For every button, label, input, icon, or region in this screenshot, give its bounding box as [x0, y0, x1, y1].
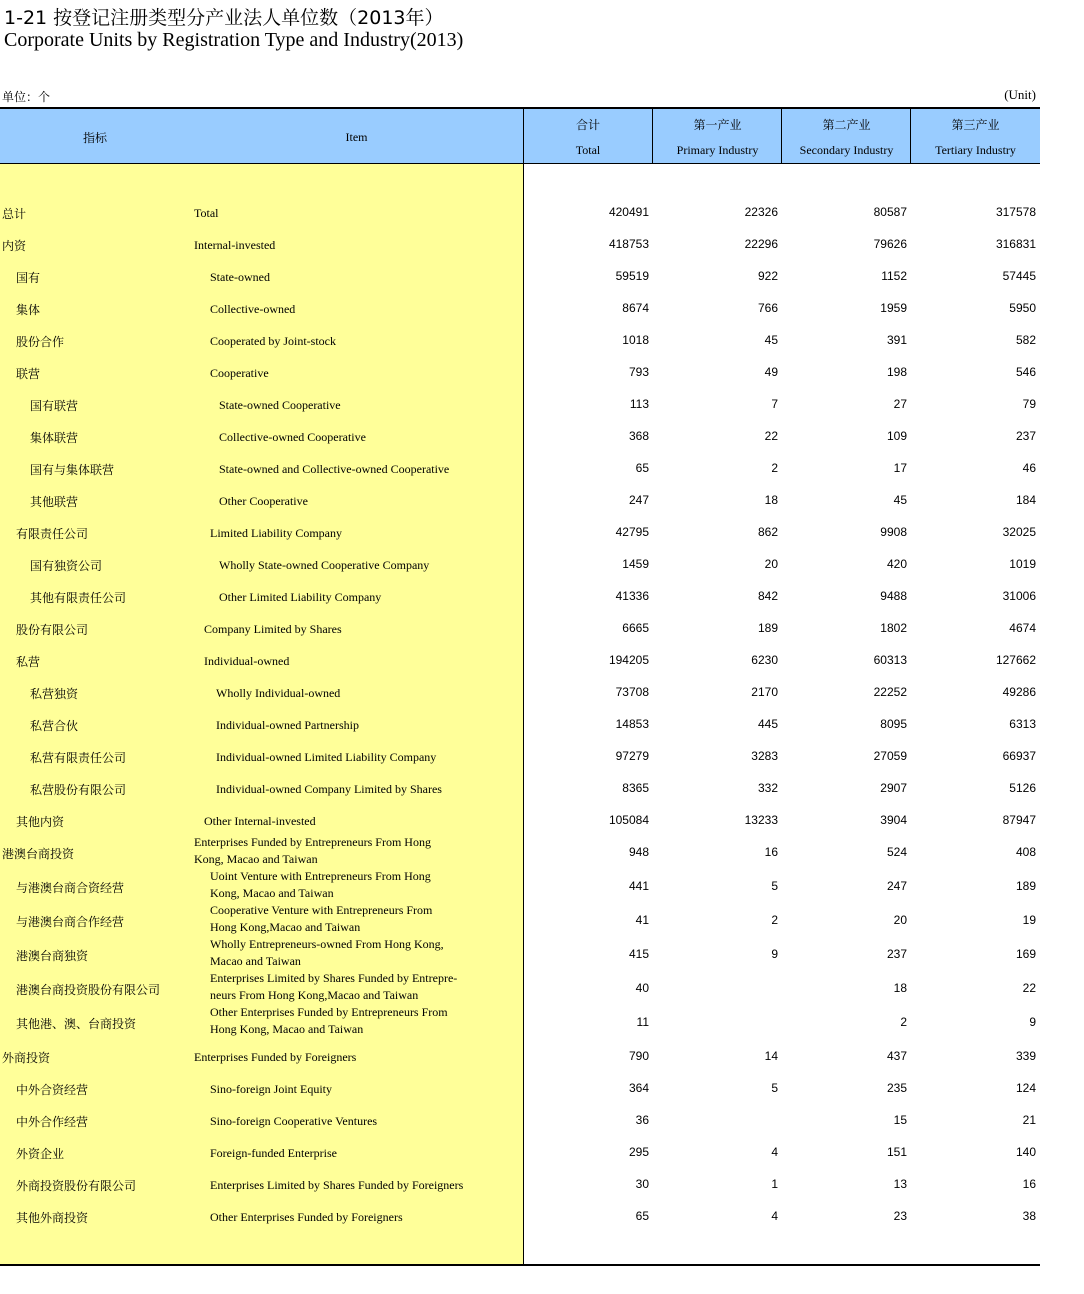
cell-primary: 9 — [771, 947, 778, 961]
row-label-cn: 其他内资 — [16, 815, 65, 829]
cell-tertiary: 408 — [1015, 845, 1036, 859]
unit-label-en: (Unit) — [1004, 87, 1036, 102]
header-divider — [523, 109, 524, 163]
row-label-cn: 其他港、澳、台商投资 — [16, 1017, 137, 1031]
cell-total: 113 — [629, 397, 649, 411]
cell-total: 368 — [628, 429, 649, 443]
cell-primary: 4 — [771, 1145, 778, 1159]
cell-secondary: 18 — [893, 981, 907, 995]
row-label-en: Cooperative Venture with Entrepreneurs From Hong Kong,Macao and Taiwan — [210, 903, 433, 934]
row-label-en: Other Enterprises Funded by Entrepreneurs From Hong Kong, Macao and Taiwan — [210, 1005, 448, 1036]
table-row — [0, 781, 1040, 799]
table-row — [0, 813, 1040, 831]
row-label-en: Internal-invested — [194, 238, 276, 252]
row-label-cn: 私营股份有限公司 — [30, 783, 127, 797]
row-label-cn: 其他外商投资 — [16, 1211, 89, 1225]
cell-primary: 16 — [764, 845, 778, 859]
row-label-en: Other Internal-invested — [204, 814, 316, 828]
cell-total: 364 — [628, 1081, 649, 1095]
header-primary-cn: 第一产业 — [693, 118, 742, 132]
cell-secondary: 3904 — [880, 813, 907, 827]
cell-tertiary: 582 — [1015, 333, 1036, 347]
row-label-en: Individual-owned Partnership — [216, 718, 359, 732]
row-label-en: Foreign-funded Enterprise — [210, 1146, 337, 1160]
table-header — [0, 109, 1040, 164]
header-secondary — [782, 109, 911, 163]
row-label-cn: 内资 — [2, 239, 27, 253]
cell-tertiary: 49286 — [1002, 685, 1036, 699]
row-label-cn: 联营 — [16, 367, 41, 381]
table-row — [0, 365, 1040, 383]
cell-secondary: 420 — [886, 557, 907, 571]
header-primary-en: Primary Industry — [676, 143, 759, 157]
header-tertiary-en: Tertiary Industry — [935, 143, 1016, 157]
cell-primary: 332 — [757, 781, 778, 795]
row-label-en: Enterprises Limited by Shares Funded by Foreigners — [210, 1178, 464, 1192]
cell-primary: 4 — [771, 1209, 778, 1223]
cell-total: 8674 — [622, 301, 649, 315]
row-label-en: Wholly Individual-owned — [216, 686, 341, 700]
cell-total: 59519 — [615, 269, 649, 283]
table-row — [0, 653, 1040, 671]
cell-secondary: 237 — [886, 947, 907, 961]
row-label-en: Sino-foreign Cooperative Ventures — [210, 1114, 378, 1128]
row-label-cn: 国有 — [16, 271, 41, 285]
row-label-cn: 与港澳台商合作经营 — [16, 915, 125, 929]
cell-primary: 922 — [757, 269, 778, 283]
row-label-en: Wholly Entrepreneurs-owned From Hong Kong, Macao and Taiwan — [210, 937, 444, 968]
cell-secondary: 2 — [900, 1015, 907, 1029]
cell-primary: 189 — [757, 621, 778, 635]
cell-total: 441 — [628, 879, 649, 893]
cell-tertiary: 546 — [1015, 365, 1036, 379]
cell-tertiary: 5126 — [1009, 781, 1036, 795]
row-label-en: Sino-foreign Joint Equity — [210, 1082, 332, 1096]
cell-primary: 842 — [757, 589, 778, 603]
cell-tertiary: 46 — [1022, 461, 1036, 475]
cell-total: 194205 — [608, 653, 649, 667]
table-row — [0, 237, 1040, 255]
cell-secondary: 391 — [886, 333, 907, 347]
header-indicator — [0, 109, 190, 163]
table-row — [0, 1049, 1040, 1067]
row-label-en: Individual-owned Limited Liability Company — [216, 750, 437, 764]
table-row — [0, 269, 1040, 287]
cell-primary: 14 — [764, 1049, 778, 1063]
label-column-border — [523, 164, 524, 1264]
row-label-en: Limited Liability Company — [210, 526, 342, 540]
cell-tertiary: 184 — [1015, 493, 1036, 507]
header-item — [190, 109, 523, 163]
cell-secondary: 235 — [886, 1081, 907, 1095]
row-label-en: Enterprises Limited by Shares Funded by Entrepre- neurs From Hong Kong,Macao and Taiwan — [210, 971, 458, 1002]
table-row — [0, 205, 1040, 223]
cell-tertiary: 140 — [1015, 1145, 1036, 1159]
row-label-cn: 外资企业 — [16, 1147, 65, 1161]
table-row — [0, 621, 1040, 639]
row-label-cn: 国有与集体联营 — [30, 463, 115, 477]
row-label-en: Collective-owned — [210, 302, 296, 316]
cell-total: 247 — [628, 493, 649, 507]
cell-tertiary: 22 — [1022, 981, 1036, 995]
row-label-en: State-owned — [210, 270, 270, 284]
cell-total: 40 — [635, 981, 649, 995]
cell-secondary: 247 — [886, 879, 907, 893]
cell-tertiary: 79 — [1022, 397, 1036, 411]
cell-secondary: 20 — [893, 913, 907, 927]
table-row — [0, 685, 1040, 703]
cell-tertiary: 317578 — [995, 205, 1036, 219]
cell-tertiary: 237 — [1015, 429, 1036, 443]
cell-tertiary: 1019 — [1009, 557, 1036, 571]
cell-total: 73708 — [615, 685, 649, 699]
cell-primary: 3283 — [751, 749, 778, 763]
cell-tertiary: 6313 — [1009, 717, 1036, 731]
header-secondary-en: Secondary Industry — [799, 143, 894, 157]
cell-primary: 445 — [757, 717, 778, 731]
cell-tertiary: 16 — [1022, 1177, 1036, 1191]
row-label-cn: 私营有限责任公司 — [30, 751, 127, 765]
cell-tertiary: 5950 — [1009, 301, 1036, 315]
table-row — [0, 1007, 1040, 1041]
cell-total: 105084 — [608, 813, 649, 827]
page-title-cn: 1-21 按登记注册类型分产业法人单位数（2013年） — [4, 7, 444, 29]
cell-tertiary: 21 — [1022, 1113, 1036, 1127]
cell-secondary: 27059 — [873, 749, 907, 763]
cell-total: 415 — [628, 947, 649, 961]
cell-tertiary: 169 — [1015, 947, 1036, 961]
row-label-cn: 私营合伙 — [30, 719, 79, 733]
header-divider — [652, 109, 653, 163]
cell-primary: 5 — [771, 879, 778, 893]
cell-total: 36 — [635, 1113, 649, 1127]
row-label-cn: 港澳台商独资 — [16, 949, 89, 963]
cell-secondary: 45 — [893, 493, 907, 507]
row-label-en: Wholly State-owned Cooperative Company — [219, 558, 430, 572]
cell-primary: 22326 — [744, 205, 778, 219]
cell-total: 1018 — [622, 333, 649, 347]
row-label-en: Enterprises Funded by Entrepreneurs From Hong Kong, Macao and Taiwan — [194, 835, 431, 866]
cell-total: 418753 — [608, 237, 649, 251]
table-row — [0, 837, 1040, 871]
cell-secondary: 13 — [893, 1177, 907, 1191]
cell-secondary: 22252 — [873, 685, 907, 699]
cell-total: 8365 — [622, 781, 649, 795]
cell-total: 295 — [628, 1145, 649, 1159]
row-label-en: Other Cooperative — [219, 494, 308, 508]
cell-secondary: 109 — [886, 429, 907, 443]
row-label-cn: 与港澳台商合资经营 — [16, 881, 125, 895]
cell-primary: 13233 — [744, 813, 778, 827]
cell-total: 30 — [635, 1177, 649, 1191]
header-tertiary — [911, 109, 1040, 163]
cell-tertiary: 32025 — [1002, 525, 1036, 539]
table-row — [0, 1145, 1040, 1163]
unit-label-cn: 单位：个 — [2, 90, 51, 104]
cell-secondary: 17 — [893, 461, 907, 475]
row-label-en: Individual-owned Company Limited by Shares — [216, 782, 442, 796]
cell-total: 41336 — [615, 589, 649, 603]
cell-secondary: 8095 — [880, 717, 907, 731]
cell-primary: 20 — [764, 557, 778, 571]
cell-total: 948 — [628, 845, 649, 859]
row-label-cn: 港澳台商投资股份有限公司 — [16, 983, 161, 997]
table-row — [0, 429, 1040, 447]
cell-total: 42795 — [615, 525, 649, 539]
cell-tertiary: 339 — [1015, 1049, 1036, 1063]
table-row — [0, 1177, 1040, 1195]
table-row — [0, 1209, 1040, 1227]
cell-primary: 1 — [771, 1177, 778, 1191]
table-row — [0, 749, 1040, 767]
cell-secondary: 79626 — [873, 237, 907, 251]
cell-total: 790 — [628, 1049, 649, 1063]
cell-total: 97279 — [615, 749, 649, 763]
cell-tertiary: 31006 — [1002, 589, 1036, 603]
cell-primary: 5 — [771, 1081, 778, 1095]
cell-secondary: 1152 — [881, 269, 907, 283]
cell-tertiary: 66937 — [1002, 749, 1036, 763]
cell-total: 1459 — [622, 557, 649, 571]
cell-primary: 2 — [771, 913, 778, 927]
cell-secondary: 1802 — [880, 621, 907, 635]
cell-primary: 862 — [757, 525, 778, 539]
row-label-cn: 外商投资 — [2, 1051, 51, 1065]
row-label-cn: 有限责任公司 — [16, 527, 89, 541]
header-total — [523, 109, 653, 163]
cell-primary: 22296 — [744, 237, 778, 251]
cell-primary: 22 — [764, 429, 778, 443]
cell-tertiary: 57445 — [1002, 269, 1036, 283]
cell-secondary: 15 — [893, 1113, 907, 1127]
cell-secondary: 1959 — [880, 301, 907, 315]
row-label-cn: 总计 — [2, 207, 27, 221]
row-label-cn: 股份有限公司 — [16, 623, 89, 637]
cell-secondary: 437 — [886, 1049, 907, 1063]
table-row — [0, 493, 1040, 511]
cell-tertiary: 87947 — [1002, 813, 1036, 827]
header-tertiary-cn: 第三产业 — [951, 118, 1000, 132]
table-row — [0, 973, 1040, 1007]
cell-secondary: 27 — [893, 397, 907, 411]
header-total-cn: 合计 — [575, 118, 600, 132]
cell-total: 11 — [636, 1015, 649, 1029]
table-row — [0, 939, 1040, 973]
cell-tertiary: 316831 — [995, 237, 1036, 251]
cell-primary: 49 — [764, 365, 778, 379]
cell-total: 65 — [635, 1209, 649, 1223]
cell-primary: 2 — [771, 461, 778, 475]
header-primary — [653, 109, 782, 163]
table-row — [0, 397, 1040, 415]
cell-total: 793 — [628, 365, 649, 379]
table-row — [0, 557, 1040, 575]
table-row — [0, 333, 1040, 351]
header-secondary-cn: 第二产业 — [822, 118, 871, 132]
cell-tertiary: 19 — [1022, 913, 1036, 927]
cell-total: 65 — [635, 461, 649, 475]
row-label-cn: 股份合作 — [16, 335, 65, 349]
table-row — [0, 1113, 1040, 1131]
cell-secondary: 80587 — [873, 205, 907, 219]
cell-primary: 18 — [764, 493, 778, 507]
cell-primary: 7 — [771, 397, 778, 411]
row-label-en: Cooperative — [210, 366, 269, 380]
row-label-cn: 私营 — [16, 655, 41, 669]
row-label-cn: 其他联营 — [30, 495, 79, 509]
cell-tertiary: 9 — [1029, 1015, 1036, 1029]
row-label-cn: 集体 — [16, 303, 41, 317]
row-label-cn: 私营独资 — [30, 687, 79, 701]
row-label-cn: 外商投资股份有限公司 — [16, 1179, 137, 1193]
cell-tertiary: 127662 — [995, 653, 1036, 667]
cell-tertiary: 124 — [1015, 1081, 1036, 1095]
row-label-en: Company Limited by Shares — [204, 622, 342, 636]
table-row — [0, 1081, 1040, 1099]
cell-primary: 6230 — [751, 653, 778, 667]
table-row — [0, 589, 1040, 607]
cell-total: 420491 — [608, 205, 649, 219]
cell-primary: 766 — [757, 301, 778, 315]
row-label-cn: 国有独资公司 — [30, 559, 103, 573]
row-label-cn: 中外合资经营 — [16, 1083, 89, 1097]
label-column-background — [0, 164, 523, 1264]
row-label-cn: 国有联营 — [30, 399, 79, 413]
cell-secondary: 2907 — [880, 781, 907, 795]
table-row — [0, 301, 1040, 319]
cell-secondary: 524 — [886, 845, 907, 859]
cell-secondary: 9488 — [880, 589, 907, 603]
row-label-en: Other Limited Liability Company — [219, 590, 382, 604]
page-title-en: Corporate Units by Registration Type and Industry(2013) — [4, 29, 464, 51]
header-indicator-label: 指标 — [82, 131, 107, 145]
row-label-en: Individual-owned — [204, 654, 290, 668]
table-row — [0, 905, 1040, 939]
header-total-en: Total — [575, 143, 601, 157]
cell-primary: 2170 — [751, 685, 778, 699]
cell-secondary: 9908 — [880, 525, 907, 539]
cell-secondary: 23 — [893, 1209, 907, 1223]
table-row — [0, 461, 1040, 479]
cell-total: 41 — [635, 913, 649, 927]
row-label-cn: 港澳台商投资 — [2, 847, 75, 861]
row-label-en: Uoint Venture with Entrepreneurs From Hong Kong, Macao and Taiwan — [210, 869, 431, 900]
row-label-en: Collective-owned Cooperative — [219, 430, 366, 444]
cell-tertiary: 38 — [1022, 1209, 1036, 1223]
cell-total: 6665 — [622, 621, 649, 635]
table-row — [0, 871, 1040, 905]
table-row — [0, 717, 1040, 735]
row-label-en: Other Enterprises Funded by Foreigners — [210, 1210, 403, 1224]
cell-tertiary: 189 — [1015, 879, 1036, 893]
cell-total: 14853 — [615, 717, 649, 731]
cell-secondary: 60313 — [873, 653, 907, 667]
row-label-cn: 其他有限责任公司 — [30, 591, 127, 605]
cell-secondary: 151 — [886, 1145, 907, 1159]
row-label-en: State-owned Cooperative — [219, 398, 341, 412]
cell-primary: 45 — [764, 333, 778, 347]
cell-secondary: 198 — [886, 365, 907, 379]
header-item-label: Item — [345, 130, 368, 144]
data-table — [0, 107, 1040, 1266]
row-label-en: State-owned and Collective-owned Cooperative — [219, 462, 450, 476]
row-label-cn: 中外合作经营 — [16, 1115, 89, 1129]
row-label-cn: 集体联营 — [30, 431, 79, 445]
row-label-en: Cooperated by Joint-stock — [210, 334, 336, 348]
header-divider — [910, 109, 911, 163]
row-label-en: Enterprises Funded by Foreigners — [194, 1050, 357, 1064]
row-label-en: Total — [194, 206, 219, 220]
table-row — [0, 525, 1040, 543]
cell-tertiary: 4674 — [1009, 621, 1036, 635]
header-divider — [781, 109, 782, 163]
